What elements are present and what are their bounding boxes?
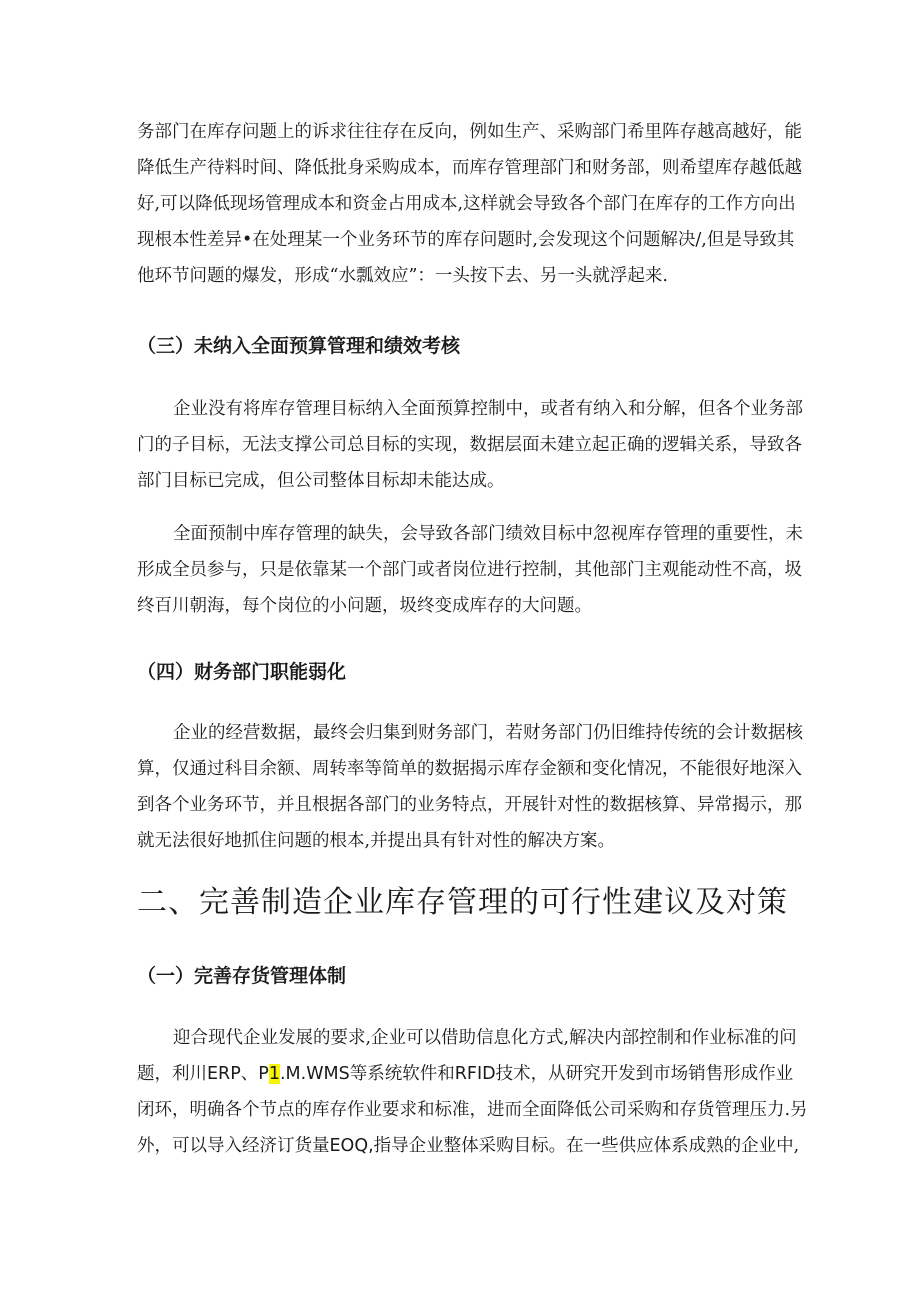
paragraph-finance — [137, 715, 803, 859]
text-line: 企业的经营数据，最终会归集到财务部门，若财务部门仍旧维持传统的会计数据核 — [173, 723, 803, 743]
text-line: 好,可以降低现场管理成本和资金占用成本,这样就会导致各个部门在库存的工作方向出 — [137, 194, 796, 214]
text-line: 他环节问题的爆发，形成“水瓢效应”：一头按下去、另一头就浮起来. — [137, 266, 668, 286]
chapter-heading: 二、完善制造企业库存管理的可行性建议及对策 — [137, 885, 788, 920]
paragraph-budget — [137, 391, 803, 499]
text-span: 等系统软件和 — [349, 1064, 455, 1084]
text-line: 企业没有将库存管理目标纳入全面预算控制中，或者有纳入和分解，但各个业务部 — [173, 399, 803, 419]
text-span: RFID — [454, 1064, 496, 1084]
text-span: P — [258, 1064, 269, 1084]
text-line: 务部门在库存问题上的诉求往往存在反向，例如生产、采购部门希里阵存越高越好，能 — [137, 122, 802, 142]
text-line-with-highlight — [137, 1056, 794, 1092]
text-span: EOQ, — [329, 1136, 374, 1156]
text-line: 闭环，明确各个节点的库存作业要求和标准，进而全面降低公司采购和存货管理压力.另 — [137, 1100, 808, 1120]
paragraph-inventory-system — [137, 1020, 808, 1164]
text-line: 就无法很好地抓住问题的根本,并提出具有针对性的解决方案。 — [137, 831, 616, 851]
text-span: 外，可以导入经济订货量 — [137, 1136, 330, 1156]
text-line: 算，仅通过科目余额、周转率等简单的数据揭示库存金额和变化情况，不能很好地深入 — [137, 759, 802, 779]
text-line: 全面预制中库存管理的缺失，会导致各部门绩效目标中忽视库存管理的重要性，未 — [173, 524, 803, 544]
text-line: 形成全员参与，只是依靠某一个部门或者岗位进行控制，其他部门主观能动性不高，圾 — [137, 560, 802, 580]
text-line: 门的子目标，无法支撑公司总目标的实现，数据层面未建立起正确的逻辑关系，导致各 — [137, 435, 802, 455]
text-line: 迎合现代企业发展的要求,企业可以借助信息化方式,解决内部控制和作业标准的问 — [173, 1028, 797, 1048]
section-heading-1: （一）完善存货管理体制 — [137, 965, 347, 987]
paragraph-inventory-conflict — [137, 114, 802, 294]
text-span: ERP、 — [207, 1064, 259, 1084]
text-line: 部门目标已完成，但公司整体目标却未能达成。 — [137, 471, 505, 491]
text-span: 题，利川 — [137, 1064, 207, 1084]
text-line: 终百川朝海，每个岗位的小问题，圾终变成库存的大问题。 — [137, 596, 592, 616]
text-span: 指导企业整体采购目标。在一些供应体系成熟的企业中, — [373, 1136, 800, 1156]
text-line — [137, 1128, 800, 1164]
paragraph-performance — [137, 516, 803, 624]
section-heading-3: （三）未纳入全面预算管理和绩效考核 — [137, 335, 461, 357]
section-heading-4: （四）财务部门职能弱化 — [137, 661, 347, 683]
highlighted-text: 1 — [268, 1064, 280, 1084]
text-line: 降低生产待料时间、降低批身采购成本，而库存管理部门和财务部，则希望库存越低越 — [137, 158, 802, 178]
text-line: 现根本性差异•在处理某一个业务环节的库存问题时,会发现这个问题解决/,但是导致其 — [137, 230, 795, 250]
text-span: .M.WMS — [279, 1064, 350, 1084]
text-span: 技术，从研究开发到市场销售形成作业 — [495, 1064, 794, 1084]
text-line: 到各个业务环节，并且根据各部门的业务特点，开展针对性的数据核算、异常揭示，那 — [137, 795, 802, 815]
